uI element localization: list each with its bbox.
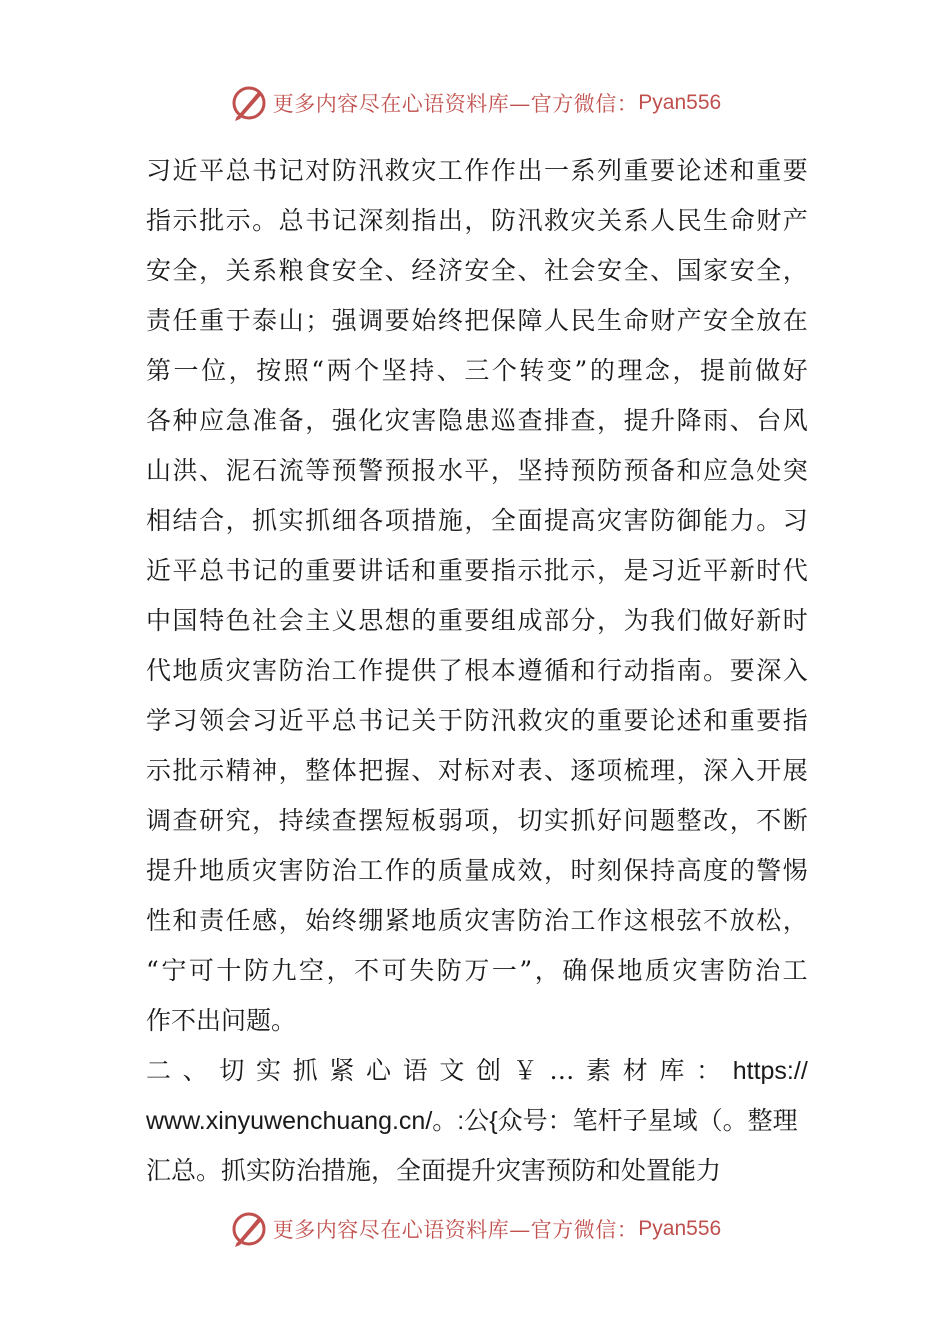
body-line: “ 宁 可 十 防 九 空 ， 不 可 失 防 万 一 ” ， 确 保 地 质 灾 害 防 治 工	[146, 956, 808, 985]
body-line: 习 近 平 总 书 记 对 防 汛 救 灾 工 作 作 出 一 系 列 重 要 论 述 和 重 要	[146, 156, 808, 185]
footer-banner-text: 更多内容尽在心语资料库—官方微信：	[272, 1218, 639, 1242]
body-line: 安 全 ， 关 系 粮 食 安 全 、 经 济 安 全 、 社 会 安 全 、 国 家 安 全 ，	[146, 256, 808, 285]
body-line: 提 升 地 质 灾 害 防 治 工 作 的 质 量 成 效 ， 时 刻 保 持 高 度 的 警 惕	[146, 856, 808, 885]
body-line: 性 和 责 任 感 ， 始 终 绷 紧 地 质 灾 害 防 治 工 作 这 根 弦 不 放 松 ，	[146, 906, 808, 935]
body-line: 近 平 总 书 记 的 重 要 讲 话 和 重 要 指 示 批 示 ， 是 习 近 平 新 时 代	[146, 556, 808, 585]
body-line: www.xinyuwenchuang.cn/。:公{众号：笔杆子星域（。整理	[146, 1107, 798, 1135]
body-line: 指 示 批 示 。 总 书 记 深 刻 指 出 ， 防 汛 救 灾 关 系 人 民 生 命 财 产	[146, 206, 808, 235]
body-line: 相 结 合 ， 抓 实 抓 细 各 项 措 施 ， 全 面 提 高 灾 害 防 御 能 力 。 习	[146, 506, 808, 535]
body-line: 代 地 质 灾 害 防 治 工 作 提 供 了 根 本 遵 循 和 行 动 指 南 。 要 深 入	[146, 656, 808, 685]
quill-pen-logo-icon	[229, 1209, 269, 1249]
header-wechat-id: Pyan556	[638, 91, 722, 114]
body-line: 责 任 重 于 泰 山 ； 强 调 要 始 终 把 保 障 人 民 生 命 财 产 安 全 放 在	[146, 306, 808, 335]
document-body	[146, 146, 808, 1196]
body-line: 各 种 应 急 准 备 ， 强 化 灾 害 隐 患 巡 查 排 查 ， 提 升 降 雨 、 台 风	[146, 406, 808, 435]
body-line: 第 一 位 ， 按 照 “ 两 个 坚 持 、 三 个 转 变 ” 的 理 念 ， 提 前 做 好	[146, 356, 808, 385]
quill-pen-logo-icon	[229, 83, 269, 123]
body-line: 示 批 示 精 神 ， 整 体 把 握 、 对 标 对 表 、 逐 项 梳 理 ， 深 入 开 展	[146, 756, 808, 785]
body-line: 汇总。抓实防治措施，全面提升灾害预防和处置能力	[146, 1156, 722, 1185]
footer-wechat-id: Pyan556	[638, 1217, 722, 1240]
header-banner-text: 更多内容尽在心语资料库—官方微信：	[272, 92, 639, 116]
body-line: 山 洪 、 泥 石 流 等 预 警 预 报 水 平 ， 坚 持 预 防 预 备 和 应 急 处 突	[146, 456, 808, 485]
body-line: 调 查 研 究 ， 持 续 查 摆 短 板 弱 项 ， 切 实 抓 好 问 题 整 改 ， 不 断	[146, 806, 808, 835]
body-line: 作不出问题。	[146, 1006, 297, 1035]
header-banner	[0, 78, 950, 128]
body-line: 中 国 特 色 社 会 主 义 思 想 的 重 要 组 成 部 分 ， 为 我 们 做 好 新 时	[146, 606, 808, 635]
footer-banner	[0, 1204, 950, 1254]
body-line: 学 习 领 会 习 近 平 总 书 记 关 于 防 汛 救 灾 的 重 要 论 述 和 重 要 指	[146, 706, 808, 735]
body-line: 二 、 切 实 抓 紧 心 语 文 创 ￥ … 素 材 库 ： https://	[146, 1056, 808, 1085]
